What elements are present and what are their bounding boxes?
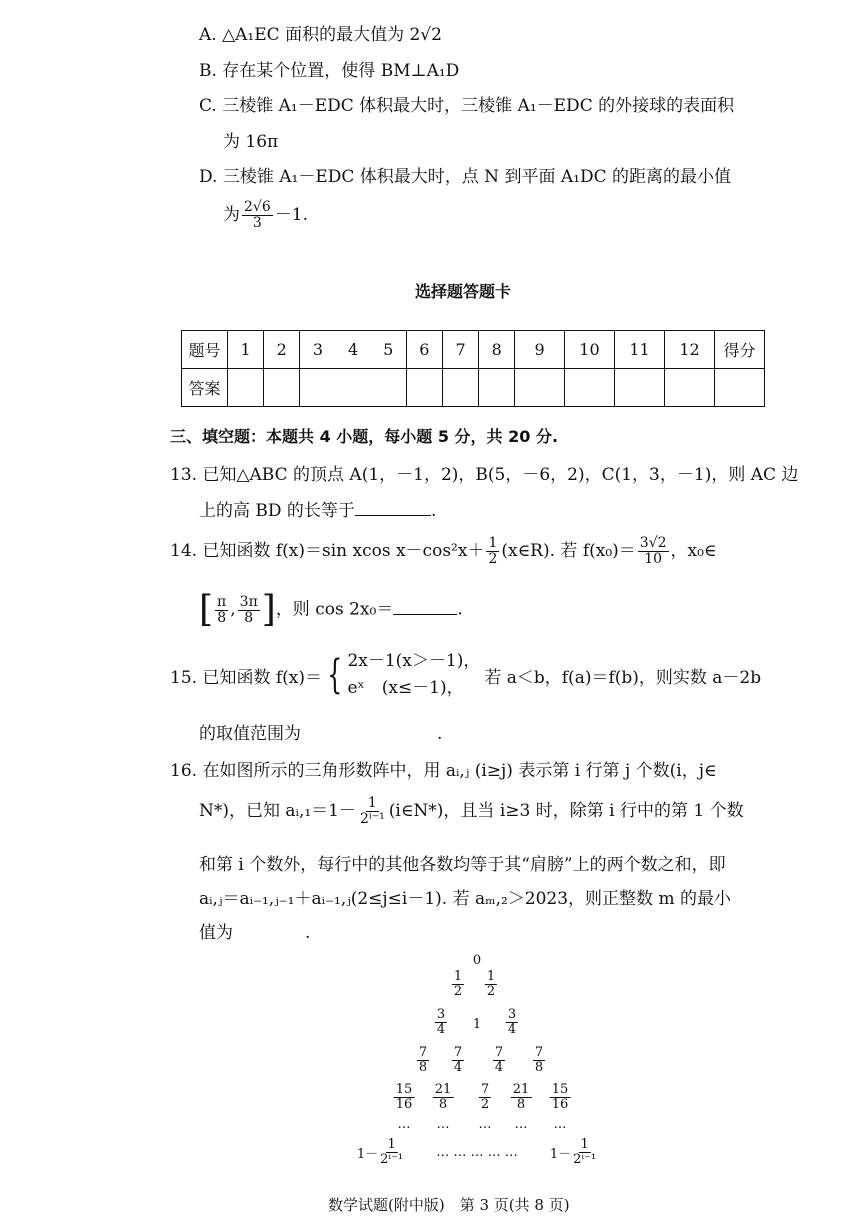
triangle-entry: 1 bbox=[472, 1017, 482, 1032]
answer-cell[interactable] bbox=[406, 369, 442, 407]
answer-card-table bbox=[181, 330, 765, 407]
question-15-text: 的取值范围为 bbox=[199, 724, 301, 744]
section-heading: 三、填空题：本题共 4 小题，每小题 5 分，共 20 分. bbox=[170, 427, 559, 446]
question-16-line5 bbox=[199, 918, 310, 943]
piecewise-cases bbox=[347, 648, 480, 702]
answer-cell[interactable] bbox=[300, 369, 336, 407]
period: . bbox=[457, 599, 463, 620]
option-d-prefix: 为 bbox=[223, 205, 240, 225]
triangle-entry: $\frac{7}{4}$ bbox=[494, 1045, 504, 1075]
question-16-line3: 和第 i 个数外，每行中的其他各数均等于其“肩膀”上的两个数之和，即 bbox=[199, 855, 726, 875]
question-16-text: (i∈N*)，且当 i≥3 时，除第 i 行中的第 1 个数 bbox=[388, 801, 744, 821]
answer-cell[interactable] bbox=[479, 369, 515, 407]
option-d-suffix: －1. bbox=[274, 205, 308, 225]
answer-cell[interactable] bbox=[335, 369, 370, 407]
fraction: $\frac{\pi}{8}$ bbox=[217, 593, 227, 626]
fraction: $\frac{1}{2}$ bbox=[488, 535, 498, 567]
table-cell: 2 bbox=[264, 331, 300, 369]
fraction: $\frac{3√2}{10}$ bbox=[639, 535, 667, 567]
question-13-line2 bbox=[199, 496, 436, 521]
question-14-line1 bbox=[170, 536, 717, 567]
question-16-line2 bbox=[199, 796, 744, 827]
period: . bbox=[305, 923, 311, 943]
table-cell: 5 bbox=[371, 331, 407, 369]
triangle-entry: $\frac{7}{8}$ bbox=[534, 1045, 544, 1075]
answer-cell[interactable] bbox=[665, 369, 715, 407]
question-13-line1: 13. 已知△ABC 的顶点 A(1，－1，2)，B(5，－6，2)，C(1，3，－1)，则 AC 边 bbox=[170, 465, 799, 485]
question-14-text: ，x₀∈ bbox=[670, 541, 717, 561]
question-15-line2 bbox=[199, 719, 442, 744]
triangle-entry: $\frac{15}{16}$ bbox=[395, 1082, 413, 1112]
page-footer: 数学试题(附中版) 第 3 页(共 8 页) bbox=[328, 1196, 570, 1214]
table-cell: 3 bbox=[300, 331, 336, 369]
left-brace: { bbox=[327, 652, 343, 699]
period: . bbox=[437, 724, 443, 744]
triangle-entry: $\frac{21}{8}$ bbox=[434, 1082, 452, 1112]
question-15-line1 bbox=[170, 648, 761, 702]
table-cell: 12 bbox=[665, 331, 715, 369]
triangle-entry: $\frac{15}{16}$ bbox=[551, 1082, 569, 1112]
ellipsis: … bbox=[514, 1117, 528, 1132]
triangle-last-end: 1－ $\frac{1}{\text{2ⁱ⁻¹}}$ bbox=[549, 1137, 597, 1167]
option-d-line2 bbox=[223, 200, 308, 231]
option-a: A. △A₁EC 面积的最大值为 2√2 bbox=[199, 25, 442, 45]
table-cell: 1 bbox=[228, 331, 264, 369]
table-cell: 11 bbox=[615, 331, 665, 369]
left-bracket: [ bbox=[199, 589, 214, 630]
question-14-text: 14. 已知函数 f(x)＝sin xcos x－cos²x＋ bbox=[170, 541, 485, 561]
question-16-text: 值为 bbox=[199, 923, 233, 943]
answer-cell[interactable] bbox=[264, 369, 300, 407]
table-cell: 6 bbox=[406, 331, 442, 369]
answer-blank[interactable] bbox=[355, 515, 431, 516]
right-bracket: ] bbox=[261, 589, 276, 630]
ellipsis: … bbox=[553, 1117, 567, 1132]
triangle-entry: $\frac{1}{2}$ bbox=[453, 969, 463, 999]
triangle-last-dots: … … … … … bbox=[436, 1145, 518, 1160]
table-cell: 答案 bbox=[182, 369, 228, 407]
question-14-text: ，则 cos 2x₀＝ bbox=[275, 599, 394, 620]
case-1: 2x－1(x＞－1)， bbox=[347, 651, 481, 671]
option-d-line1: D. 三棱锥 A₁－EDC 体积最大时，点 N 到平面 A₁DC 的距离的最小值 bbox=[199, 167, 731, 187]
question-13-text: 上的高 BD 的长等于 bbox=[199, 501, 355, 521]
question-15-text: 15. 已知函数 f(x)＝ bbox=[170, 667, 322, 688]
triangle-entry: 0 bbox=[472, 953, 482, 968]
answer-card-title: 选择题答题卡 bbox=[415, 282, 512, 301]
answer-row bbox=[182, 369, 765, 407]
question-16-text: N*)，已知 aᵢ,₁＝1－ bbox=[199, 801, 357, 821]
fraction: $\frac{3\pi}{8}$ bbox=[239, 593, 258, 626]
question-15-text: 若 a＜b，f(a)＝f(b)，则实数 a－2b bbox=[484, 667, 762, 688]
answer-blank[interactable] bbox=[393, 614, 457, 615]
question-14-text: (x∈R). 若 f(x₀)＝ bbox=[501, 541, 636, 561]
fraction: $\frac{2√6}{3}$ bbox=[244, 199, 271, 231]
option-c-line1: C. 三棱锥 A₁－EDC 体积最大时，三棱锥 A₁－EDC 的外接球的表面积 bbox=[199, 96, 735, 116]
question-16-line1: 16. 在如图所示的三角形数阵中，用 aᵢ,ⱼ (i≥j) 表示第 i 行第 j 个数(i，j∈ bbox=[170, 761, 717, 781]
table-cell: 7 bbox=[442, 331, 478, 369]
triangle-entry: $\frac{3}{4}$ bbox=[436, 1007, 446, 1037]
answer-cell[interactable] bbox=[442, 369, 478, 407]
ellipsis: … bbox=[478, 1117, 492, 1132]
triangle-entry: $\frac{1}{2}$ bbox=[486, 969, 496, 999]
triangle-entry: $\frac{7}{2}$ bbox=[480, 1082, 490, 1112]
answer-cell[interactable] bbox=[715, 369, 765, 407]
option-b: B. 存在某个位置，使得 BM⊥A₁D bbox=[199, 61, 460, 81]
answer-cell[interactable] bbox=[228, 369, 264, 407]
table-cell: 得分 bbox=[715, 331, 765, 369]
answer-cell[interactable] bbox=[564, 369, 614, 407]
question-16-line4: aᵢ,ⱼ＝aᵢ₋₁,ⱼ₋₁＋aᵢ₋₁,ⱼ(2≤j≤i－1). 若 aₘ,₂＞2023，则正整数 m 的最小 bbox=[199, 889, 731, 909]
answer-cell[interactable] bbox=[615, 369, 665, 407]
case-2: eˣ (x≤－1)， bbox=[347, 678, 464, 699]
answer-cell[interactable] bbox=[515, 369, 565, 407]
triangle-entry: $\frac{21}{8}$ bbox=[512, 1082, 530, 1112]
table-cell: 8 bbox=[479, 331, 515, 369]
option-c-line2: 为 16π bbox=[223, 132, 279, 152]
table-cell: 10 bbox=[564, 331, 614, 369]
ellipsis: … bbox=[397, 1117, 411, 1132]
question-number-row bbox=[182, 331, 765, 369]
fraction: $\frac{1}{\text{2ⁱ⁻¹}}$ bbox=[360, 795, 385, 827]
table-cell: 9 bbox=[515, 331, 565, 369]
period: . bbox=[430, 501, 437, 521]
answer-cell[interactable] bbox=[371, 369, 407, 407]
table-cell: 题号 bbox=[182, 331, 228, 369]
table-cell: 4 bbox=[335, 331, 370, 369]
triangle-entry: $\frac{3}{4}$ bbox=[507, 1007, 517, 1037]
ellipsis: … bbox=[436, 1117, 450, 1132]
triangle-entry: $\frac{7}{8}$ bbox=[418, 1045, 428, 1075]
triangle-entry: $\frac{7}{4}$ bbox=[453, 1045, 463, 1075]
triangle-last-first: 1－ $\frac{1}{\text{2ⁱ⁻¹}}$ bbox=[356, 1137, 404, 1167]
question-14-line2: [ $\frac{\pi}{8}$ , $\frac{3\pi}{8}$ ]，则 cos 2x₀＝ . bbox=[199, 589, 463, 630]
